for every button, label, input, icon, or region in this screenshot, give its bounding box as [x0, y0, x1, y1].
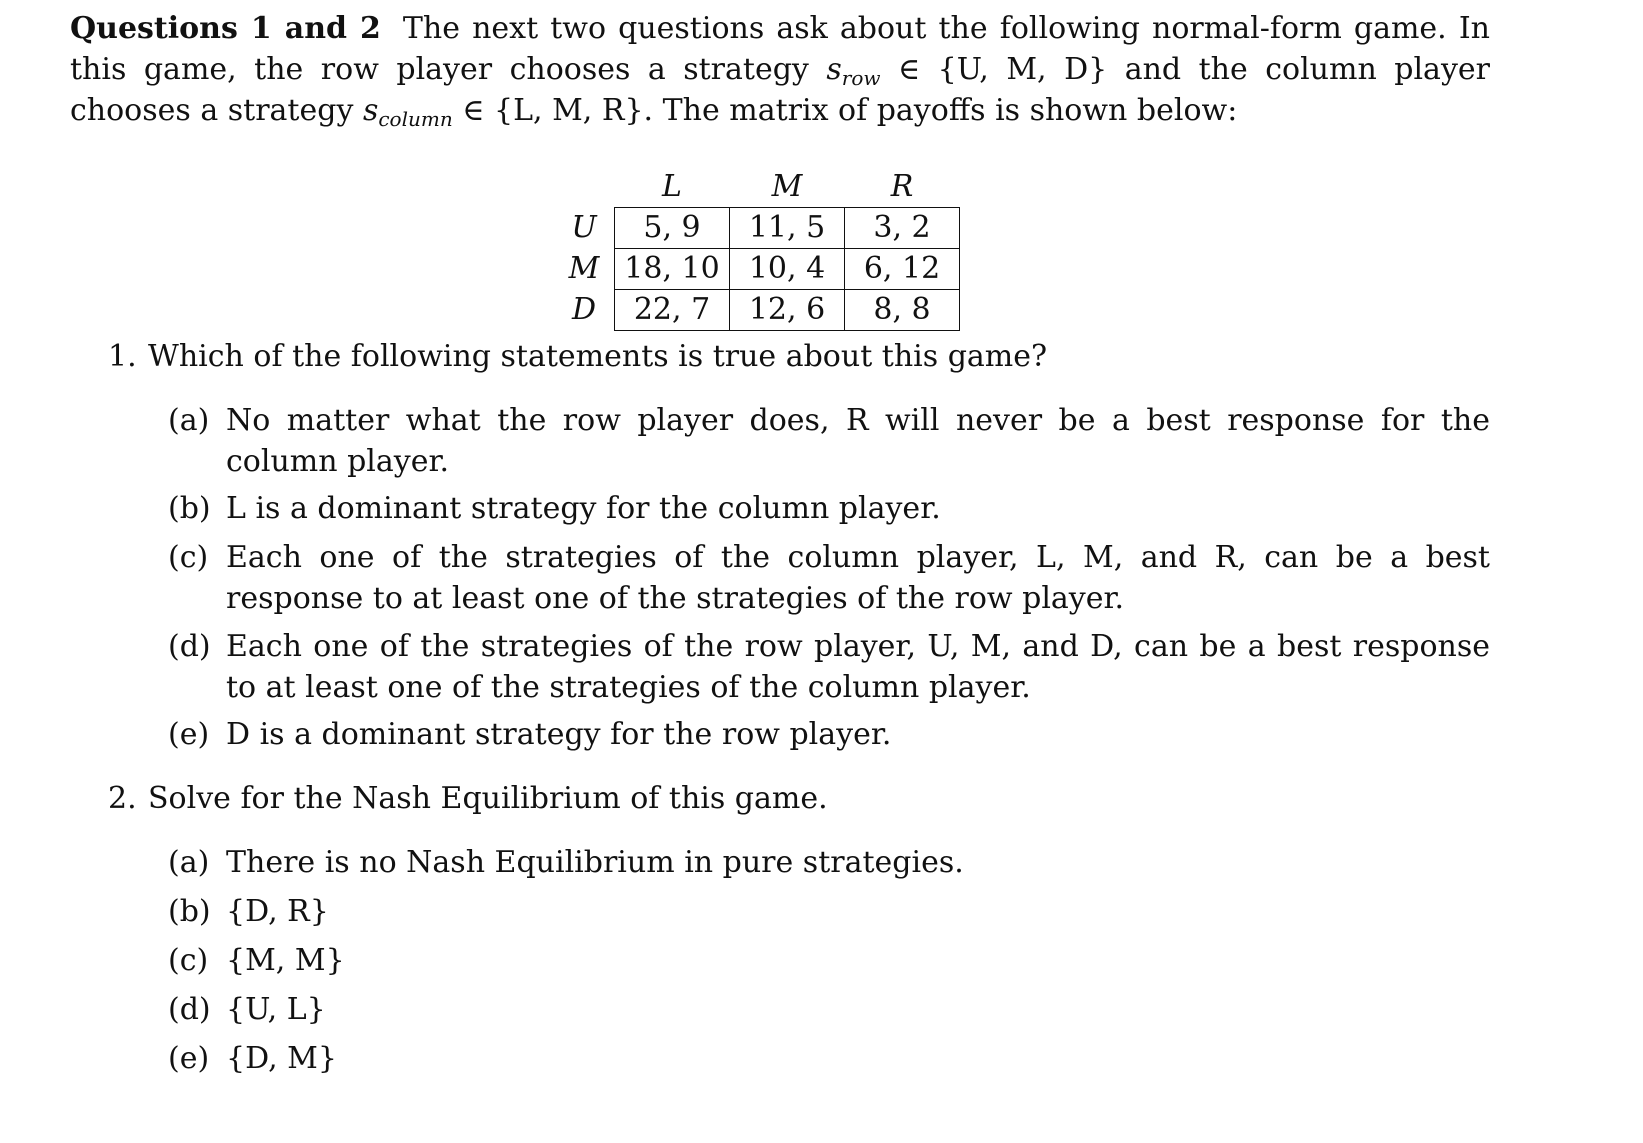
- intro-text-2: and the column player chooses a strategy: [70, 52, 1490, 128]
- option-label: (b): [168, 894, 211, 929]
- payoff-cell: 18, 10: [615, 249, 730, 290]
- option-label: (b): [168, 491, 211, 526]
- intro-heading: Questions 1 and 2: [70, 11, 381, 46]
- option-text: No matter what the row player does, R will never be a best response for the column player.: [226, 403, 1490, 479]
- row-label: M: [568, 251, 600, 286]
- option-text: D is a dominant strategy for the row player.: [226, 717, 892, 752]
- column-header: L: [662, 169, 682, 204]
- option-text: {U, L}: [226, 992, 326, 1027]
- option-text: {M, M}: [226, 943, 345, 978]
- s-column-subscript: column: [378, 107, 453, 131]
- s-column-symbol: s: [362, 93, 379, 128]
- s-row-symbol: s: [826, 52, 842, 87]
- payoff-cell: 5, 9: [615, 208, 730, 249]
- payoff-table: [560, 167, 960, 331]
- option-text: {D, M}: [226, 1041, 337, 1076]
- intro-text-1: The next two questions ask about the following normal-form game. In this game, the row player chooses a strategy: [70, 11, 1490, 87]
- option-text: There is no Nash Equilibrium in pure strategies.: [226, 845, 964, 880]
- payoff-cell: 3, 2: [845, 208, 960, 249]
- column-header: M: [771, 169, 803, 204]
- option-text: Each one of the strategies of the column player, L, M, and R, can be a best response to at least one of the strategies of the row player.: [226, 540, 1490, 616]
- matrix-row: [560, 249, 960, 290]
- payoff-cell: 22, 7: [615, 290, 730, 331]
- option-label: (e): [168, 717, 210, 752]
- option-label: (d): [168, 992, 211, 1027]
- payoff-cell: 11, 5: [730, 208, 845, 249]
- question-number: 1.: [108, 339, 137, 374]
- option-label: (d): [168, 629, 211, 664]
- s-column-set: ∈ {L, M, R}: [452, 93, 644, 128]
- option-text: {D, R}: [226, 894, 329, 929]
- option-label: (c): [168, 943, 209, 978]
- option-label: (c): [168, 540, 209, 575]
- s-row-set: ∈ {U, M, D}: [880, 52, 1108, 87]
- intro-text-3: . The matrix of payoffs is shown below:: [643, 93, 1238, 128]
- s-row-subscript: row: [841, 66, 881, 90]
- question-number: 2.: [108, 781, 137, 816]
- matrix-row: [560, 290, 960, 331]
- intro-paragraph: [70, 8, 1490, 131]
- question-text: Solve for the Nash Equilibrium of this game.: [148, 781, 828, 816]
- matrix-header-row: [560, 167, 960, 208]
- column-header: R: [890, 169, 914, 204]
- option-label: (a): [168, 845, 210, 880]
- row-label: D: [571, 292, 597, 327]
- option-label: (a): [168, 403, 210, 438]
- payoff-cell: 12, 6: [730, 290, 845, 331]
- question-text: Which of the following statements is true about this game?: [148, 339, 1048, 374]
- payoff-cell: 10, 4: [730, 249, 845, 290]
- option-label: (e): [168, 1041, 210, 1076]
- option-text: L is a dominant strategy for the column player.: [226, 491, 941, 526]
- payoff-cell: 8, 8: [845, 290, 960, 331]
- option-text: Each one of the strategies of the row player, U, M, and D, can be a best response to at least one of the strategies of the column player.: [226, 629, 1490, 705]
- payoff-matrix: [560, 167, 960, 331]
- payoff-cell: 6, 12: [845, 249, 960, 290]
- matrix-row: [560, 208, 960, 249]
- row-label: U: [571, 210, 597, 245]
